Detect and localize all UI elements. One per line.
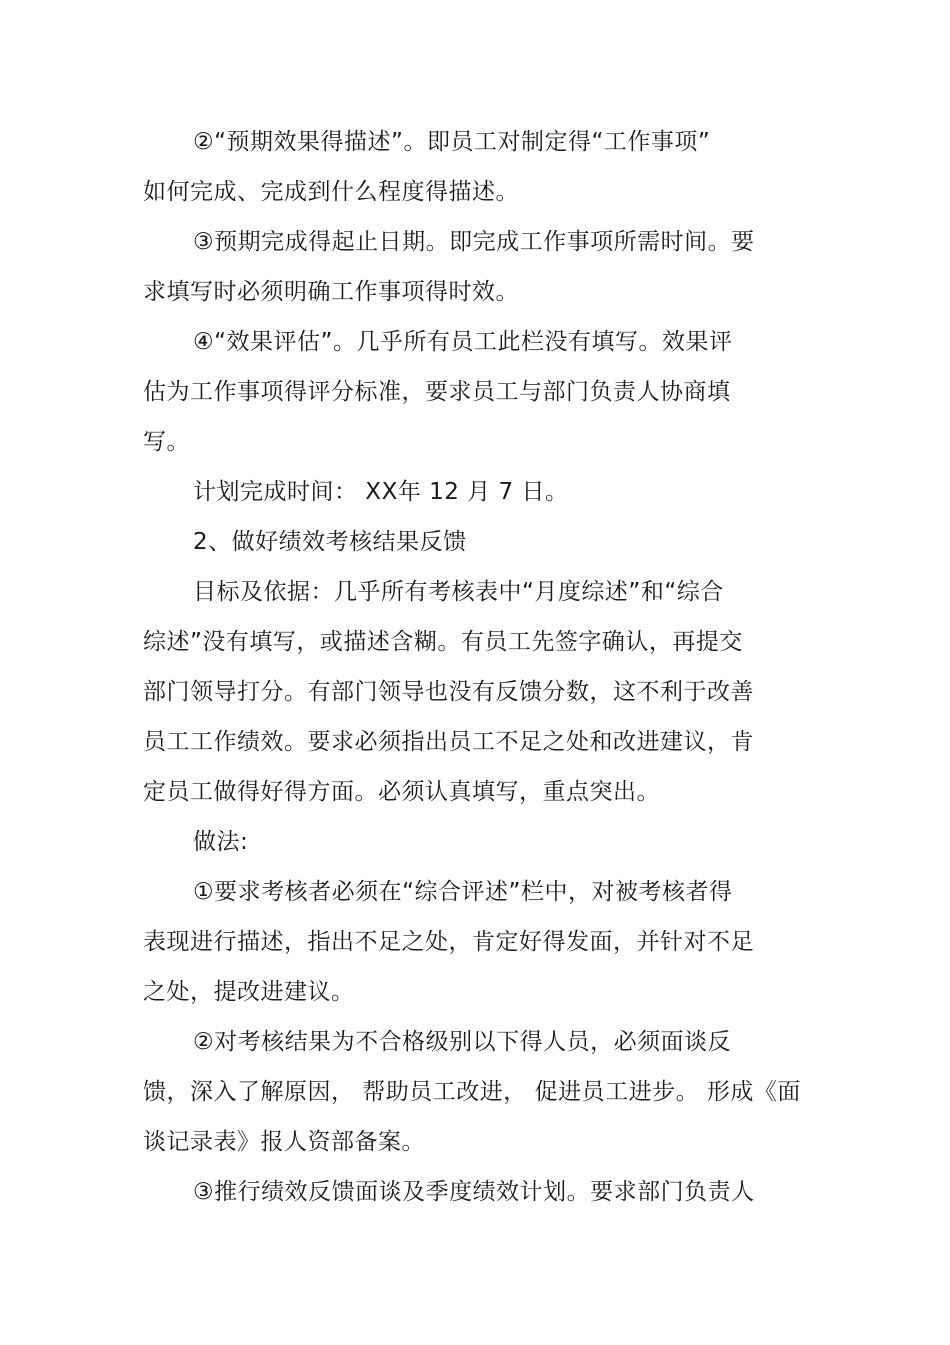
deadline-line: 计划完成时间： XX年 12 月 7 日。 xyxy=(193,479,569,505)
section-heading: 2、做好绩效考核结果反馈 xyxy=(193,529,467,555)
paragraph-line: ②“预期效果得描述”。即员工对制定得“工作事项” xyxy=(193,129,711,155)
paragraph-line: 员工工作绩效。要求必须指出员工不足之处和改进建议，肯 xyxy=(143,729,754,755)
paragraph-line: 谈记录表》报人资部备案。 xyxy=(143,1129,425,1155)
paragraph-line: ④“效果评估”。几乎所有员工此栏没有填写。效果评 xyxy=(193,329,733,355)
paragraph-line: 馈，深入了解原因， 帮助员工改进， 促进员工进步。 形成《面 xyxy=(143,1079,801,1105)
paragraph-line: ③预期完成得起止日期。即完成工作事项所需时间。要 xyxy=(193,229,755,255)
paragraph-line: ②对考核结果为不合格级别以下得人员，必须面谈反 xyxy=(193,1029,732,1055)
paragraph-line: 部门领导打分。有部门领导也没有反馈分数，这不利于改善 xyxy=(143,679,754,705)
paragraph-line: 估为工作事项得评分标准，要求员工与部门负责人协商填 xyxy=(143,379,731,405)
paragraph-line: 目标及依据：几乎所有考核表中“月度综述”和“综合 xyxy=(193,579,724,605)
paragraph-line: 之处，提改进建议。 xyxy=(143,979,355,1005)
paragraph-line: 综述”没有填写，或描述含糊。有员工先签字确认，再提交 xyxy=(143,629,743,655)
paragraph-line: ①要求考核者必须在“综合评述”栏中，对被考核者得 xyxy=(193,879,733,905)
paragraph-line: 定员工做得好得方面。必须认真填写，重点突出。 xyxy=(143,779,660,805)
paragraph-line: 写。 xyxy=(143,429,190,455)
paragraph-line: 如何完成、完成到什么程度得描述。 xyxy=(143,179,519,205)
paragraph-line: ③推行绩效反馈面谈及季度绩效计划。要求部门负责人 xyxy=(193,1179,755,1205)
paragraph-line: 求填写时必须明确工作事项得时效。 xyxy=(143,279,519,305)
subheading-method: 做法: xyxy=(193,829,249,855)
paragraph-line: 表现进行描述，指出不足之处，肯定好得发面，并针对不足 xyxy=(143,929,754,955)
